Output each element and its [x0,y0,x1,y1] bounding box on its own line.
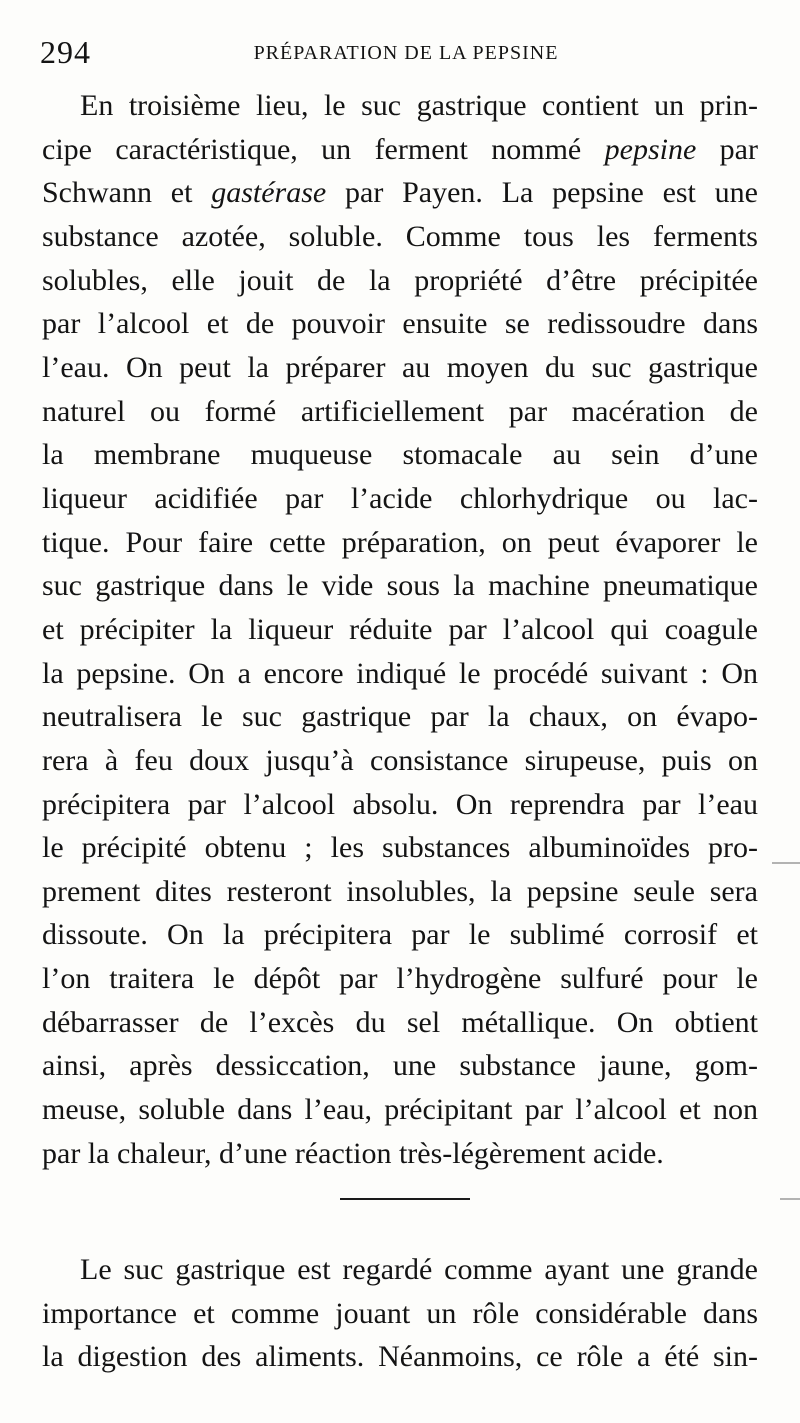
text-line [42,608,758,652]
paragraph-gastric-juice-role [42,1248,758,1379]
text-segment: dissoute. On la précipitera par le sublimé corrosif et [42,918,758,952]
text-line [42,171,758,215]
text-line [42,1088,758,1132]
text-line [42,1044,758,1088]
text-segment: par l’alcool et de pouvoir ensuite se redissoudre dans [42,307,758,341]
text-segment: Le suc gastrique est regardé comme ayant une grande [80,1253,758,1286]
text-line [42,477,758,521]
text-segment: solubles, elle jouit de la propriété d’être précipitée [42,263,758,297]
text-line [42,521,758,565]
text-segment: l’on traitera le dépôt par l’hydrogène sulfuré pour le [42,962,758,996]
text-line [42,346,758,390]
text-line [42,913,758,957]
bleed-through-mark [780,1198,800,1200]
text-segment: le précipité obtenu ; les substances albuminoïdes pro- [42,831,758,865]
text-segment: précipitera par l’alcool absolu. On reprendra par l’eau [42,787,758,821]
text-line [42,957,758,1001]
text-segment: la pepsine. On a encore indiqué le procédé suivant : On [42,656,758,690]
text-line [42,433,758,477]
paragraph-pepsine-description [42,84,758,1175]
italic-term: pepsine [604,132,697,166]
text-segment: et précipiter la liqueur réduite par l’alcool qui coagule [42,612,758,646]
text-line [42,84,758,128]
text-segment: meuse, soluble dans l’eau, précipitant par l’alcool et non [42,1093,758,1127]
text-segment: la digestion des aliments. Néanmoins, ce rôle a été sin- [42,1340,758,1374]
text-line [42,564,758,608]
page-number: 294 [40,34,91,70]
text-segment: liqueur acidifiée par l’acide chlorhydrique ou lac- [42,481,758,515]
text-segment: par la chaleur, d’une réaction très-légèrement acide. [42,1136,664,1170]
text-line [42,1001,758,1045]
text-line [42,302,758,346]
text-segment: l’eau. On peut la préparer au moyen du suc gastrique [42,350,758,384]
running-head: PRÉPARATION DE LA PEPSINE [253,42,559,64]
text-segment: par [696,132,758,166]
section-divider [340,1198,470,1200]
text-line [42,695,758,739]
text-line [42,1132,758,1176]
text-segment: rera à feu doux jusqu’à consistance sirupeuse, puis on [42,743,758,777]
text-segment: En troisième lieu, le suc gastrique contient un prin- [80,89,758,122]
page-header [36,30,776,80]
text-line [42,739,758,783]
text-segment: cipe caractéristique, un ferment nommé [42,132,605,166]
text-segment: neutralisera le suc gastrique par la chaux, on évapo- [42,700,758,734]
italic-term: gastérase [211,176,327,210]
text-segment: naturel ou formé artificiellement par macération de [42,394,758,428]
text-line [42,1335,758,1379]
text-line [42,259,758,303]
text-segment: substance azotée, soluble. Comme tous les ferments [42,219,758,253]
text-segment: prement dites resteront insolubles, la pepsine seule sera [42,874,758,908]
text-line [42,1248,758,1292]
text-line [42,215,758,259]
text-segment: ainsi, après dessiccation, une substance jaune, gom- [42,1049,758,1083]
text-line [42,1292,758,1336]
text-segment: par Payen. La pepsine est une [326,176,758,210]
text-segment: Schwann et [42,176,212,210]
text-line [42,870,758,914]
text-line [42,783,758,827]
text-segment: débarrasser de l’excès du sel métallique. On obtient [42,1005,758,1039]
text-line [42,128,758,172]
text-segment: importance et comme jouant un rôle considérable dans [42,1296,758,1330]
text-segment: tique. Pour faire cette préparation, on peut évaporer le [42,525,758,559]
bleed-through-mark [772,862,800,864]
text-segment: suc gastrique dans le vide sous la machine pneumatique [42,569,758,603]
text-line [42,652,758,696]
text-segment: la membrane muqueuse stomacale au sein d’une [42,438,758,472]
text-line [42,390,758,434]
text-line [42,826,758,870]
